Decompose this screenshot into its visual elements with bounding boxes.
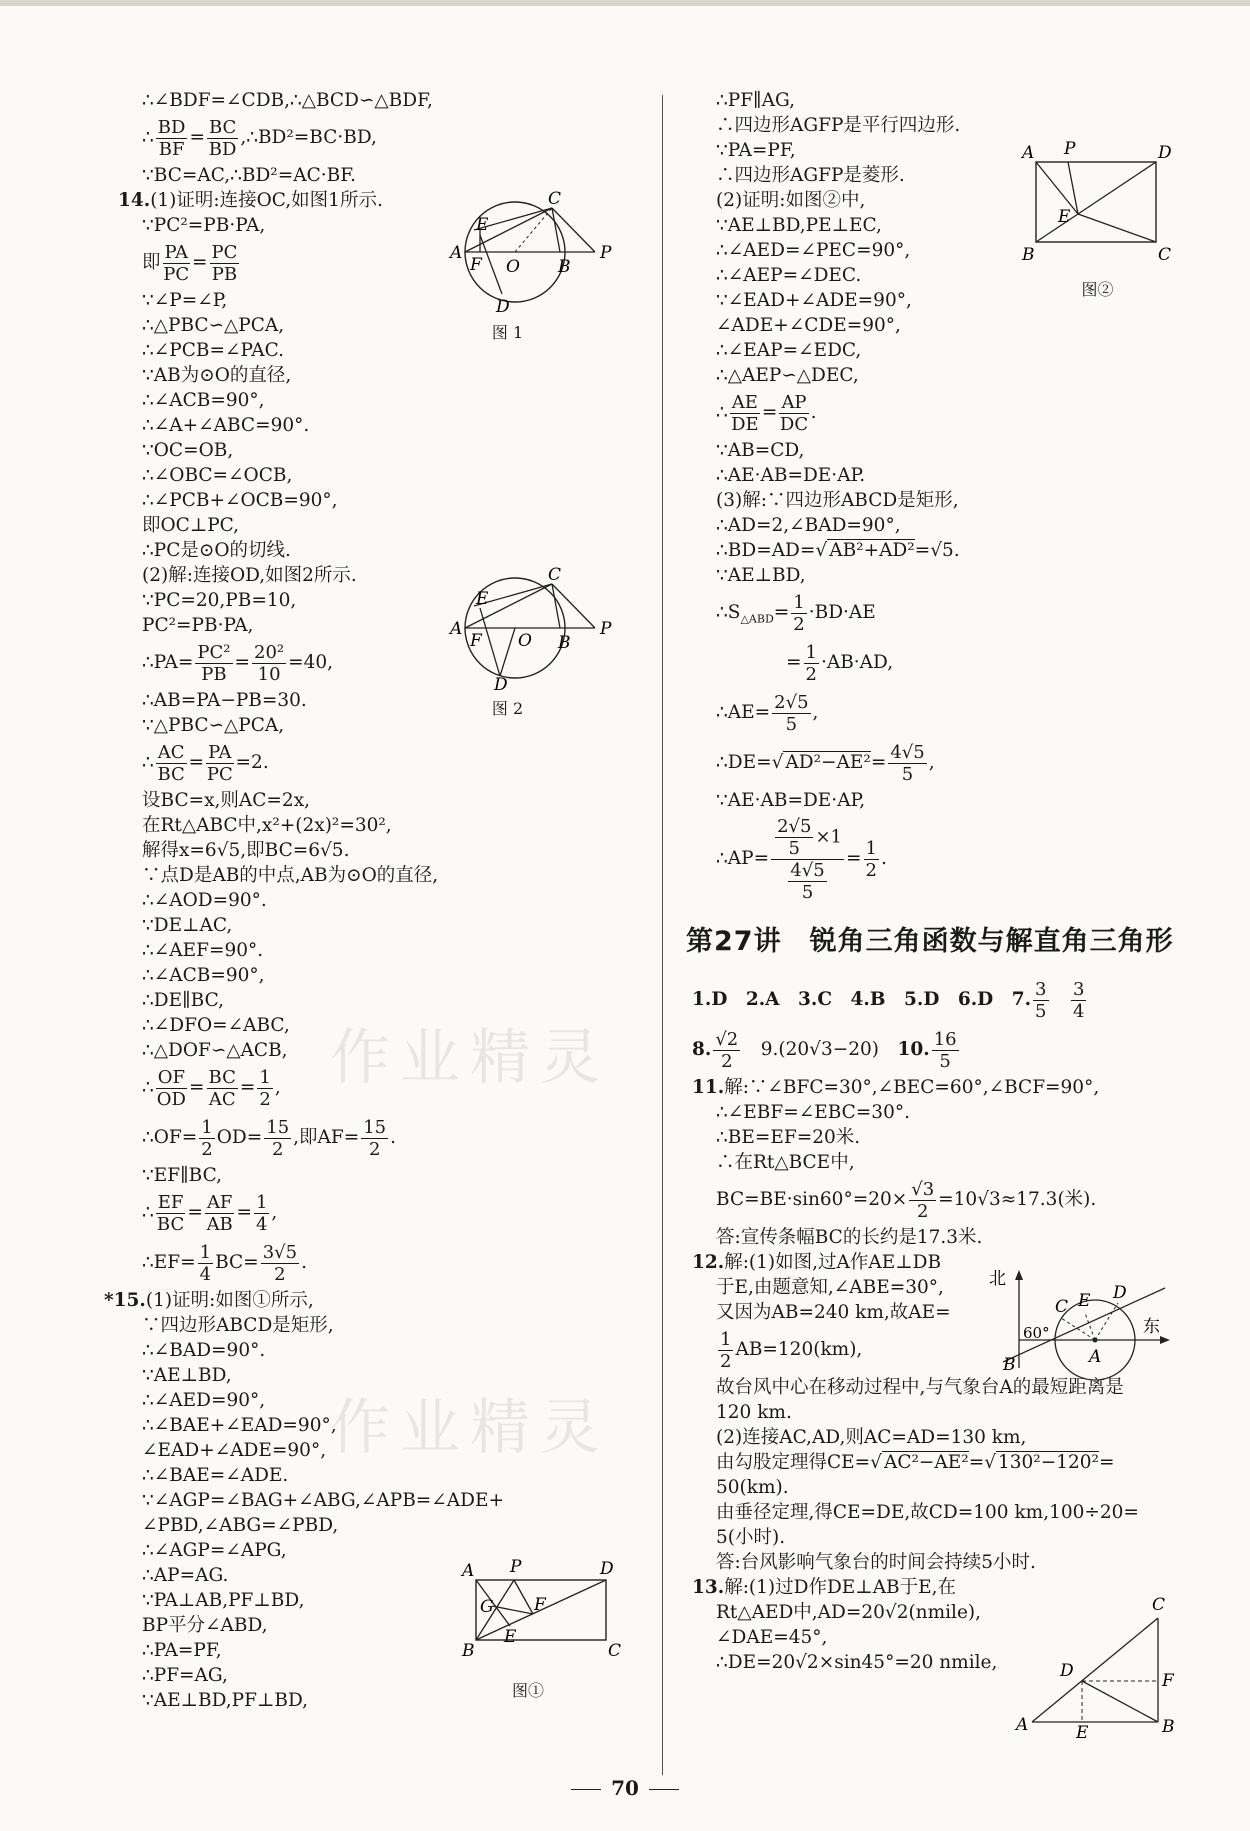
text-line: ∴∠ACB=90°, xyxy=(142,965,265,986)
text-line: ∴DE∥BC, xyxy=(142,990,224,1011)
text-line: ∵AE⊥BD, xyxy=(142,1365,232,1386)
figure-label: D xyxy=(1113,1283,1127,1303)
figure-label: P xyxy=(600,243,612,263)
text-line: ∴AE·AB=DE·AP. xyxy=(716,465,866,486)
answer-line: 1.D 2.A 3.C 4.B 5.D 6.D 7. $\frac{3}{5}$ $\frac{3}{4}$ xyxy=(692,978,1085,1022)
figure-label: O xyxy=(518,631,532,651)
question-12: 12.解:(1)如图,过A作AE⊥DB xyxy=(692,1252,942,1273)
text-line: ∵点D是AB的中点,AB为⊙O的直径, xyxy=(142,865,439,886)
text-line: ∵DE⊥AC, xyxy=(142,915,233,936)
figure-1-diagram xyxy=(440,189,615,317)
figure-label: A xyxy=(1016,1715,1029,1735)
text-line: ∵∠AGP=∠BAG+∠ABG,∠APB=∠ADE+ xyxy=(142,1490,504,1511)
text-line: ∴ $\frac{AE}{DE}$ = $\frac{AP}{DC}$ . xyxy=(716,391,817,435)
figure-label: C xyxy=(1158,245,1172,265)
text-line: ∵OC=OB, xyxy=(142,440,234,461)
text-line: ∵△PBC∽△PCA, xyxy=(142,715,285,736)
figure-label: P xyxy=(510,1557,522,1577)
text-line: ∵∠EAD+∠ADE=90°, xyxy=(716,290,912,311)
text-line: ∵AE⊥BD,PE⊥EC, xyxy=(716,215,882,236)
figure-label: F xyxy=(470,631,482,651)
text-line: ∴∠AEF=90°. xyxy=(142,940,264,961)
figure-label: D xyxy=(494,675,508,695)
figure-label: E xyxy=(1078,1291,1091,1311)
text-line: $\therefore S_{\triangle ABD}=$ $\frac{1}{2}$ ·BD·AE xyxy=(716,591,876,635)
text-line: ∴PA= $\frac{\text{PC²}}{PB}$ = $\frac{\text{20²}}{10}$ =40, xyxy=(142,641,334,685)
text-line: 50(km). xyxy=(716,1477,789,1498)
text-line: ∴∠A+∠ABC=90°. xyxy=(142,415,310,436)
figure-label: A xyxy=(450,243,463,263)
figure-caption: 图 2 xyxy=(491,699,524,718)
scan-edge xyxy=(0,0,1250,6)
figure-label: B xyxy=(558,257,571,277)
figure-label: O xyxy=(506,257,520,277)
text-line: ∴∠AEP=∠DEC. xyxy=(716,265,862,286)
figure-label: A xyxy=(450,619,463,639)
text-line: ∵AB为⊙O的直径, xyxy=(142,365,292,386)
figure-label: C xyxy=(1055,1297,1069,1317)
figure-2 xyxy=(440,565,615,719)
text-line: ∴BE=EF=20米. xyxy=(716,1127,861,1148)
text-line: ∴∠EBF=∠EBC=30°. xyxy=(716,1102,910,1123)
text-line: ∴∠OBC=∠OCB, xyxy=(142,465,293,486)
text-line: 120 km. xyxy=(716,1402,792,1423)
figure-label: 60° xyxy=(1023,1324,1050,1342)
text-line: 解得x=6√5,即BC=6√5. xyxy=(142,840,350,861)
text-line: ∴∠BAD=90°. xyxy=(142,1340,266,1361)
figure-caption: 图 1 xyxy=(491,323,524,342)
text-line: Rt△AED中,AD=20√2(nmile), xyxy=(716,1602,982,1623)
text-line: (2)解:连接OD,如图2所示. xyxy=(142,565,357,586)
text-line: 故台风中心在移动过程中,与气象台A的最短距离是 xyxy=(716,1377,1124,1398)
text-line: ∴AP= $\frac{2√5}{5}$ ×1 $\frac{4√5}{5}$ = $\frac{1}{2}$ . xyxy=(716,815,887,903)
figure-label: C xyxy=(608,1641,622,1661)
text-line: ∵∠P=∠P, xyxy=(142,290,228,311)
text-line: ∴ $\frac{AC}{BC}$ = $\frac{PA}{PC}$ =2. xyxy=(142,741,269,785)
question-13: 13.解:(1)过D作DE⊥AB于E,在 xyxy=(692,1577,957,1598)
text-line: ∴ $\frac{BD}{BF}$ = $\frac{BC}{BD}$ ,∴BD²=BC·BD, xyxy=(142,116,377,160)
figure-label: A xyxy=(1022,143,1035,163)
text-line: ∵AB=CD, xyxy=(716,440,805,461)
text-line: ∵AE⊥BD, xyxy=(716,565,806,586)
figure-label: C xyxy=(548,565,562,585)
text-line: 在Rt△ABC中,x²+(2x)²=30², xyxy=(142,815,392,836)
text-line: ∵EF∥BC, xyxy=(142,1165,222,1186)
text-line: ∴OF= $\frac{1}{2}$ OD= $\frac{15}{2}$ ,即AF= $\frac{15}{2}$ . xyxy=(142,1116,397,1160)
text-line: 答:台风影响气象台的时间会持续5小时. xyxy=(716,1552,1036,1573)
page-number: 70 xyxy=(0,1776,1250,1800)
text-line: ∴∠ACB=90°, xyxy=(142,390,265,411)
text-line: (2)连接AC,AD,则AC=AD=130 km, xyxy=(716,1427,1027,1448)
figure-label: E xyxy=(476,589,489,609)
figure-label: B xyxy=(1162,1717,1175,1737)
figure-caption: 图① xyxy=(511,1681,544,1700)
section-heading: 第27讲 锐角三角函数与解直角三角形 xyxy=(686,926,1174,957)
watermark-text: 作业精灵 xyxy=(330,1023,610,1093)
text-line: ∵BC=AC,∴BD²=AC·BF. xyxy=(142,165,357,186)
figure-label: B xyxy=(1022,245,1035,265)
question-11: 11.解:∵∠BFC=30°,∠BEC=60°,∠BCF=90°, xyxy=(692,1077,1100,1098)
figure-label: C xyxy=(548,189,562,209)
text-line: = $\frac{1}{2}$ ·AB·AD, xyxy=(786,641,894,685)
text-line: ∴∠DFO=∠ABC, xyxy=(142,1015,290,1036)
figure-label: E xyxy=(1058,207,1071,227)
text-line: ∵PC=20,PB=10, xyxy=(142,590,297,611)
text-line: ∴ $\frac{EF}{BC}$ = $\frac{AF}{AB}$ = $\frac{1}{4}$ , xyxy=(142,1191,278,1235)
text-line: ∴∠EAP=∠EDC, xyxy=(716,340,862,361)
question-14: 14.(1)证明:连接OC,如图1所示. xyxy=(118,190,383,211)
figure-5-diagram xyxy=(985,1270,1170,1380)
text-line: ∴四边形AGFP是菱形. xyxy=(716,165,905,186)
figure-label: D xyxy=(1158,143,1172,163)
text-line: ∵PC²=PB·PA, xyxy=(142,215,266,236)
figure-label: D xyxy=(1060,1661,1074,1681)
text-line: 答:宣传条幅BC的长约是17.3米. xyxy=(716,1227,983,1248)
text-line: ∴∠BAE+∠EAD=90°, xyxy=(142,1415,337,1436)
text-line: ∠DAE=45°, xyxy=(716,1627,828,1648)
text-line: ∵AE⊥BD,PF⊥BD, xyxy=(142,1690,309,1711)
figure-5 xyxy=(985,1270,1170,1380)
text-line: 又因为AB=240 km,故AE= xyxy=(716,1302,951,1323)
text-line: ∴四边形AGFP是平行四边形. xyxy=(716,115,961,136)
figure-label: B xyxy=(462,1641,475,1661)
text-line: ∴AD=2,∠BAD=90°, xyxy=(716,515,901,536)
figure-label: P xyxy=(600,619,612,639)
text-line: ∴ $\frac{OF}{OD}$ = $\frac{BC}{AC}$ = $\frac{1}{2}$ , xyxy=(142,1066,281,1110)
figure-label: P xyxy=(1064,139,1076,159)
figure-6-diagram xyxy=(1010,1595,1180,1743)
text-line: ∴∠AGP=∠APG, xyxy=(142,1540,287,1561)
figure-6 xyxy=(1010,1595,1180,1743)
figure-1 xyxy=(440,190,615,343)
text-line: ∴PF∥AG, xyxy=(716,90,795,111)
figure-label: E xyxy=(1076,1723,1089,1743)
text-line: ∴△DOF∽△ACB, xyxy=(142,1040,288,1061)
figure-label: A xyxy=(1089,1347,1102,1367)
text-line: ∵四边形ABCD是矩形, xyxy=(142,1315,334,1336)
text-line: ∠EAD+∠ADE=90°, xyxy=(142,1440,327,1461)
text-line: ∴PF=AG, xyxy=(142,1665,228,1686)
watermark-text-2: 作业精灵 xyxy=(330,1393,610,1463)
figure-2-diagram xyxy=(440,565,615,695)
text-line: (3)解:∵四边形ABCD是矩形, xyxy=(716,490,959,511)
text-line: ∴AE= $\frac{2√5}{5}$ , xyxy=(716,691,819,735)
figure-label: F xyxy=(534,1595,546,1615)
figure-label: E xyxy=(476,215,489,235)
figure-label: 东 xyxy=(1143,1317,1160,1337)
text-line: BP平分∠ABD, xyxy=(142,1615,268,1636)
text-line: ∴∠BDF=∠CDB,∴△BCD∽△BDF, xyxy=(142,90,433,111)
text-line: ∵AE·AB=DE·AP, xyxy=(716,790,866,811)
text-line: ∠PBD,∠ABG=∠PBD, xyxy=(142,1515,339,1536)
text-line: ∴DE=20√2×sin45°=20 nmile, xyxy=(716,1652,998,1673)
figure-label: B xyxy=(558,633,571,653)
answer-line: 8. $\frac{√2}{2}$ 9.(20√3−20) 10. $\frac{16}{5}$ xyxy=(692,1028,957,1072)
text-line: 由垂径定理,得CE=DE,故CD=100 km,100÷20= xyxy=(716,1502,1139,1523)
figure-3-diagram xyxy=(458,1552,622,1662)
text-line: ∴∠BAE=∠ADE. xyxy=(142,1465,289,1486)
figure-4-diagram xyxy=(1020,138,1175,263)
text-line: 设BC=x,则AC=2x, xyxy=(142,790,311,811)
figure-label: F xyxy=(1162,1671,1174,1691)
text-line: (2)证明:如图②中, xyxy=(716,190,866,211)
figure-caption: 图② xyxy=(1081,280,1114,299)
text-line: BC=BE·sin60°=20× $\frac{√3}{2}$ =10√3≈17.3(米). xyxy=(716,1178,1097,1222)
text-line: ∴BD=AD=√ AB²+AD²=√5. xyxy=(716,540,960,561)
figure-label: D xyxy=(600,1559,614,1579)
text-line: ∴EF= $\frac{1}{4}$ BC= $\frac{3√5}{2}$ . xyxy=(142,1241,307,1285)
figure-3 xyxy=(458,1552,622,1701)
text-line: 即 $\frac{PA}{PC}$ = $\frac{PC}{PB}$ xyxy=(142,241,238,285)
text-line: ∴PC是⊙O的切线. xyxy=(142,540,291,561)
figure-label: D xyxy=(496,297,510,317)
text-line: ∴DE=√ AD²−AE²= $\frac{4√5}{5}$ , xyxy=(716,741,935,785)
text-line: ∴AB=PA−PB=30. xyxy=(142,690,307,711)
text-line: ∴AP=AG. xyxy=(142,1565,229,1586)
text-line: ∵PA=PF, xyxy=(716,140,796,161)
text-line: ∠ADE+∠CDE=90°, xyxy=(716,315,901,336)
text-line: ∵PA⊥AB,PF⊥BD, xyxy=(142,1590,305,1611)
text-line: ∴△PBC∽△PCA, xyxy=(142,315,285,336)
figure-label: F xyxy=(470,255,482,275)
text-line: ∴∠PCB=∠PAC. xyxy=(142,340,284,361)
column-divider xyxy=(662,95,663,1775)
text-line: $\frac{1}{2}$ AB=120(km), xyxy=(720,1328,863,1372)
figure-label: B xyxy=(1003,1355,1016,1375)
right-column xyxy=(686,88,1182,1675)
figure-label: A xyxy=(462,1561,475,1581)
question-15: *15.(1)证明:如图①所示, xyxy=(104,1290,314,1311)
text-line: ∴∠AED=∠PEC=90°, xyxy=(716,240,911,261)
text-line: ∴∠AOD=90°. xyxy=(142,890,267,911)
text-line: ∴PA=PF, xyxy=(142,1640,222,1661)
text-line: ∴∠AED=90°, xyxy=(142,1390,266,1411)
figure-label: G xyxy=(480,1597,494,1617)
figure-label: E xyxy=(504,1627,517,1647)
text-line: 5(小时). xyxy=(716,1527,786,1548)
figure-4 xyxy=(1020,138,1175,300)
text-line: ∴∠PCB+∠OCB=90°, xyxy=(142,490,338,511)
figure-label: 北 xyxy=(989,1269,1006,1289)
text-line: 于E,由题意知,∠ABE=30°, xyxy=(716,1277,944,1298)
text-line: ∴△AEP∽△DEC, xyxy=(716,365,859,386)
figure-label: C xyxy=(1152,1595,1166,1615)
text-line: 即OC⊥PC, xyxy=(142,515,240,536)
text-line: PC²=PB·PA, xyxy=(142,615,254,636)
text-line: 由勾股定理得CE=√ AC²−AE²=√ 130²−120²= xyxy=(716,1452,1115,1473)
text-line: ∴在Rt△BCE中, xyxy=(716,1152,855,1173)
